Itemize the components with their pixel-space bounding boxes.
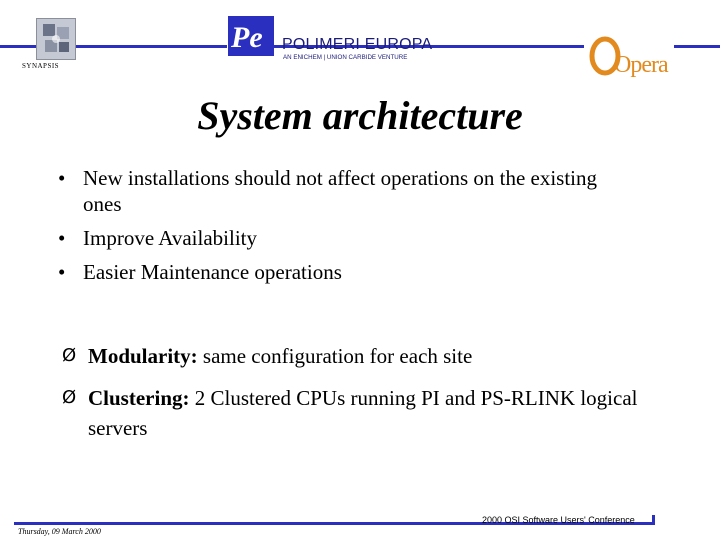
bullet-dot-icon: • xyxy=(58,166,66,190)
bullet-text: New installations should not affect operations on the existing ones xyxy=(83,166,598,216)
point-term: Clustering: xyxy=(88,386,190,410)
opera-logo-text: Opera xyxy=(614,52,668,78)
header-rule-left xyxy=(0,45,36,48)
header-rule-middle xyxy=(75,45,227,48)
slide-title: System architecture xyxy=(197,93,523,138)
footer-date: Thursday, 09 March 2000 xyxy=(18,527,101,536)
bullet-text: Improve Availability xyxy=(83,226,257,250)
point-text: 2 Clustered CPUs running PI and PS-RLINK logical servers xyxy=(88,386,638,440)
polimeri-europa-logo xyxy=(228,16,274,56)
brand-subtitle: AN ENICHEM | UNION CARBIDE VENTURE xyxy=(283,54,408,61)
opera-logo xyxy=(588,34,680,80)
header-rule-right xyxy=(674,45,720,48)
arrow-bullet-icon: Ø xyxy=(62,345,77,366)
pe-logo-text: Pe xyxy=(231,21,263,54)
footer-rule-end xyxy=(652,515,655,525)
footer-conference: 2000 OSI Software Users' Conference xyxy=(482,515,635,525)
bullet-dot-icon: • xyxy=(58,260,66,284)
point-text: same configuration for each site xyxy=(197,344,473,368)
synapsis-label: SYNAPSIS xyxy=(22,62,60,70)
synapsis-logo xyxy=(36,18,76,60)
arrow-bullet-icon: Ø xyxy=(62,387,77,408)
bullet-dot-icon: • xyxy=(58,226,66,250)
bullet-text: Easier Maintenance operations xyxy=(83,260,342,284)
point-term: Modularity: xyxy=(88,344,198,368)
brand-name: POLIMERI EUROPA xyxy=(282,36,433,53)
